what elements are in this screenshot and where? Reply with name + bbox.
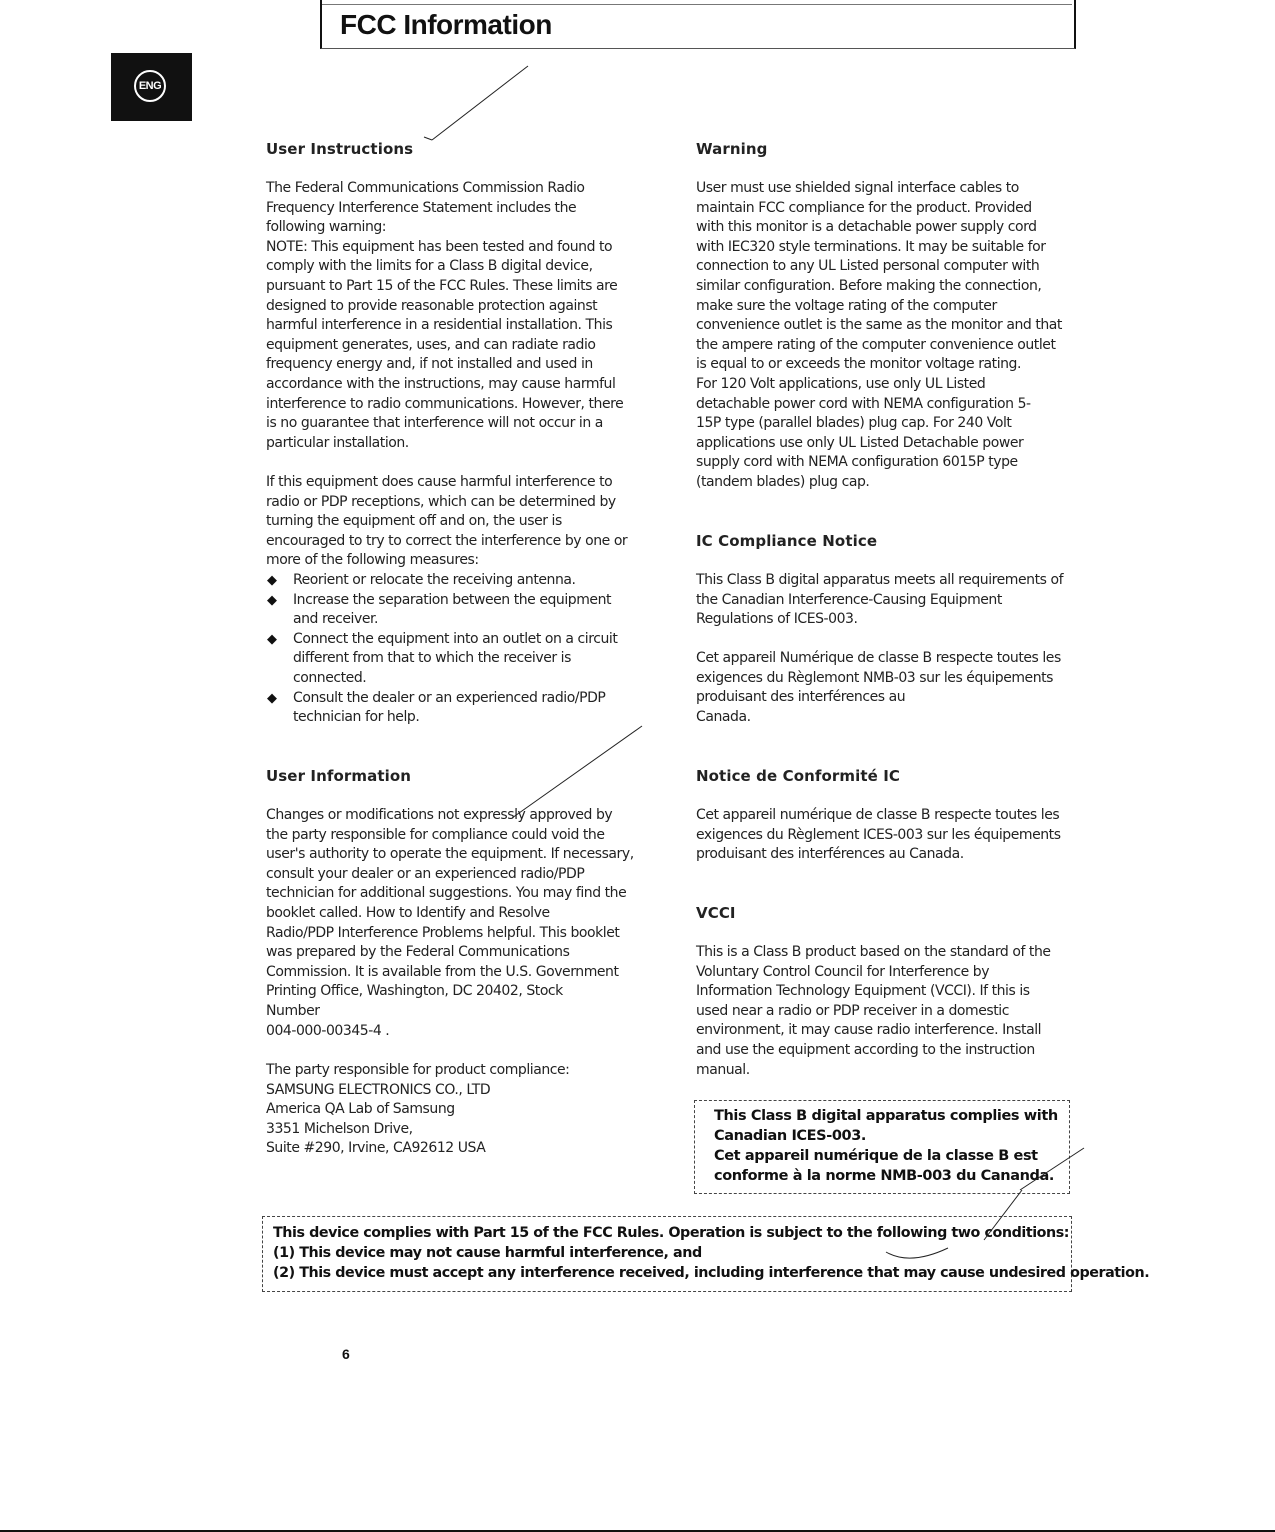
responsible-party-address: The party responsible for product compliance: SAMSUNG ELECTRONICS CO., LTD America QA Lab of Samsung 3351 Michelson Drive, Suite #290, Irvine, CA92612 USA [266, 1062, 570, 1157]
part15-condition-1: (1) This device may not cause harmful interference, and [273, 1245, 702, 1261]
boxed-notice-line: conforme à la norme NMB-003 du Cananda. [714, 1168, 1054, 1184]
notice-conformite-paragraph: Cet appareil numérique de classe B respecte toutes les exigences du Règlement ICES-003 sur les équipements produisant des interférences au Canada. [696, 807, 1061, 863]
notice-conformite-heading: Notice de Conformité IC [696, 767, 901, 785]
ic-compliance-paragraph-en: This Class B digital apparatus meets all requirements of the Canadian Interference-Causing Equipment Regulations of ICES-003. [696, 572, 1064, 628]
diamond-bullet-icon: ◆ [267, 631, 277, 647]
pen-stroke-mark [1020, 1148, 1084, 1190]
list-item: ◆ Consult the dealer or an experienced radio/PDP technician for help. [267, 689, 606, 726]
part15-notice-line: This device complies with Part 15 of the FCC Rules. Operation is subject to the following two conditions: [273, 1225, 1070, 1241]
pen-stroke-mark [984, 1190, 1022, 1240]
boxed-notice-line: Canadian ICES-003. [714, 1128, 867, 1144]
warning-paragraph: User must use shielded signal interface cables to maintain FCC compliance for the product. Provided with this monitor is a detachable power supply cord with IEC320 style terminations. It may be suitable for connection to any UL Listed personal computer with similar configuration. Before making the connection, make sure the voltage rating of the computer convenience outlet is the same as the monitor and that the ampere rating of the computer convenience outlet is equal to or exceeds the monitor voltage rating. For 120 Volt applications, use only UL Listed detachable power cord with NEMA configuration 5- 15P type (parallel blades) plug cap. For 240 Volt applications use only UL Listed Detachable power supply cord with NEMA configuration 6015P type (tandem blades) plug cap. [696, 180, 1062, 490]
ic-compliance-paragraph-fr: Cet appareil Numérique de classe B respecte toutes les exigences du Règlemont NMB-03 sur les équipements produisant des interférences au Canada. [696, 650, 1061, 725]
boxed-notice-line: Cet appareil numérique de la classe B est [714, 1148, 1038, 1164]
part15-condition-2: (2) This device must accept any interference received, including interference that may cause undesired operation. [273, 1265, 1150, 1281]
vcci-paragraph: This is a Class B product based on the standard of the Voluntary Control Council for Interference by Information Technology Equipment (VCCI). If this is used near a radio or PDP receiver in a domestic environment, it may cause radio interference. Install and use the equipment according to the instruction manual. [696, 944, 1051, 1078]
eng-language-icon: ENG [134, 70, 166, 102]
modifications-paragraph: Changes or modifications not expressly approved by the party responsible for compliance could void the user's authority to operate the equipment. If necessary, consult your dealer or an experienced radio/PDP technician for additional suggestions. You may find the booklet called. How to Identify and Resolve Radio/PDP Interference Problems helpful. This booklet was prepared by the Federal Communications Commission. It is available from the U.S. Government Printing Office, Washington, DC 20402, Stock Number 004-000-00345-4 . [266, 807, 634, 1039]
vcci-heading: VCCI [696, 904, 736, 922]
boxed-notice-line: This Class B digital apparatus complies with [714, 1108, 1058, 1124]
list-item: ◆ Increase the separation between the equipment and receiver. [267, 591, 612, 628]
pen-stroke-mark [432, 66, 528, 140]
user-information-heading: User Information [266, 767, 412, 785]
page-number: 6 [342, 1346, 350, 1362]
warning-heading: Warning [696, 140, 768, 158]
user-instructions-heading: User Instructions [266, 140, 414, 158]
pen-stroke-mark [886, 1248, 948, 1258]
list-item: ◆ Reorient or relocate the receiving antenna. [266, 571, 646, 591]
diamond-bullet-icon: ◆ [267, 690, 277, 706]
list-item: ◆ Connect the equipment into an outlet on a circuit different from that to which the receiver is connected. [267, 630, 618, 686]
fcc-statement-paragraph: The Federal Communications Commission Radio Frequency Interference Statement includes the following warning: NOTE: This equipment has been tested and found to comply with the limits for a Class B digital device, pursuant to Part 15 of the FCC Rules. These limits are designed to provide reasonable protection against harmful interference in a residential installation. This equipment generates, uses, and can radiate radio frequency energy and, if not installed and used in accordance with the instructions, may cause harmful interference to radio communications. However, there is no guarantee that interference will not occur in a particular installation. [266, 180, 624, 451]
pen-stroke-mark [512, 726, 642, 818]
interference-paragraph: If this equipment does cause harmful interference to radio or PDP receptions, which can be determined by turning the equipment off and on, the user is encouraged to try to correct the interference by one or more of the following measures: [266, 474, 628, 569]
diamond-bullet-icon: ◆ [267, 592, 277, 608]
page-title: FCC Information [340, 9, 552, 40]
pen-stroke-mark [424, 137, 432, 140]
diamond-bullet-icon: ◆ [267, 572, 277, 588]
ic-compliance-heading: IC Compliance Notice [696, 532, 878, 550]
